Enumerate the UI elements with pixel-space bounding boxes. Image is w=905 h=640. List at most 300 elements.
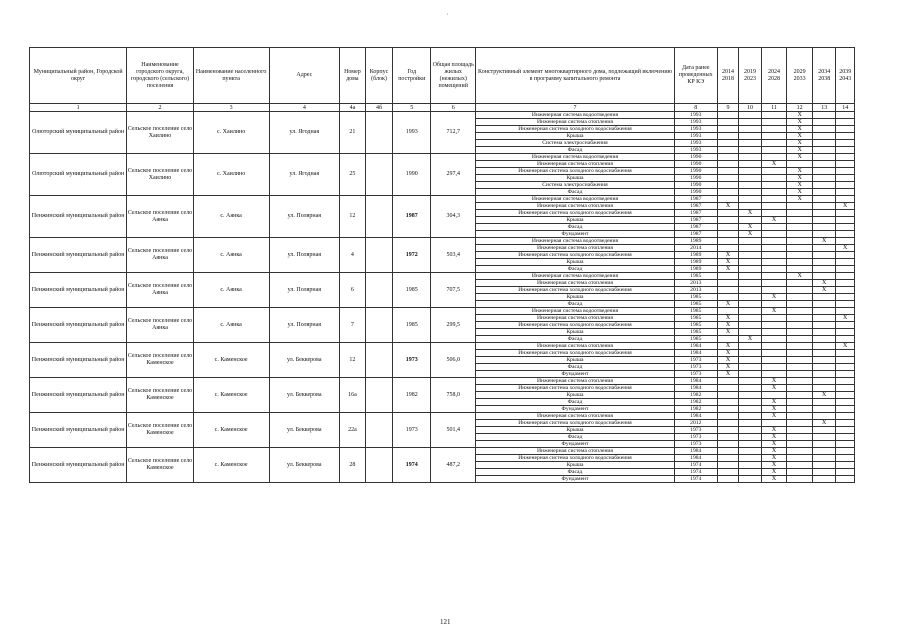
- element-cell: Крыша: [476, 462, 675, 469]
- period-mark-cell: [787, 364, 813, 371]
- settlement-cell: Сельское поселение село Аянка: [127, 196, 194, 238]
- house-number-cell: 21: [340, 112, 366, 154]
- period-mark-cell: [836, 350, 855, 357]
- period-mark-cell: [787, 441, 813, 448]
- period-mark-cell: [761, 203, 787, 210]
- period-mark-cell: X: [787, 126, 813, 133]
- period-mark-cell: [717, 413, 738, 420]
- col-number: 14: [836, 104, 855, 112]
- period-mark-cell: [836, 119, 855, 126]
- period-mark-cell: [836, 308, 855, 315]
- period-mark-cell: [812, 266, 836, 273]
- period-mark-cell: X: [787, 119, 813, 126]
- period-mark-cell: [812, 413, 836, 420]
- period-mark-cell: [812, 455, 836, 462]
- prev-repair-date-cell: 1985: [674, 322, 717, 329]
- period-mark-cell: [739, 238, 762, 245]
- block-cell: [365, 154, 393, 196]
- element-cell: Инженерная система отопления: [476, 378, 675, 385]
- prev-repair-date-cell: 1989: [674, 259, 717, 266]
- period-mark-cell: [836, 322, 855, 329]
- col-number: 13: [812, 104, 836, 112]
- period-mark-cell: [739, 455, 762, 462]
- area-cell: 501,4: [431, 413, 476, 448]
- period-mark-cell: X: [787, 273, 813, 280]
- period-mark-cell: [739, 364, 762, 371]
- period-mark-cell: [717, 385, 738, 392]
- col-number: 1: [30, 104, 127, 112]
- element-cell: Фундамент: [476, 406, 675, 413]
- period-mark-cell: [761, 315, 787, 322]
- period-mark-cell: [761, 133, 787, 140]
- element-cell: Фасад: [476, 224, 675, 231]
- period-mark-cell: [739, 266, 762, 273]
- period-mark-cell: X: [787, 175, 813, 182]
- period-mark-cell: [717, 336, 738, 343]
- col-period-2034: 2034 2038: [812, 48, 836, 104]
- locality-cell: с. Каменское: [193, 378, 269, 413]
- block-cell: [365, 112, 393, 154]
- period-mark-cell: X: [761, 413, 787, 420]
- col-number: 4: [269, 104, 340, 112]
- district-cell: Пенжинский муниципальный район: [30, 238, 127, 273]
- period-mark-cell: [812, 196, 836, 203]
- element-cell: Крыша: [476, 175, 675, 182]
- district-cell: Пенжинский муниципальный район: [30, 448, 127, 483]
- period-mark-cell: X: [836, 315, 855, 322]
- period-mark-cell: [739, 343, 762, 350]
- period-mark-cell: X: [717, 343, 738, 350]
- settlement-cell: Сельское поселение село Аянка: [127, 238, 194, 273]
- element-cell: Крыша: [476, 133, 675, 140]
- element-cell: Инженерная система холодного водоснабжения: [476, 287, 675, 294]
- period-mark-cell: [761, 329, 787, 336]
- prev-repair-date-cell: 1984: [674, 448, 717, 455]
- period-mark-cell: [836, 161, 855, 168]
- period-mark-cell: [739, 182, 762, 189]
- element-cell: Фасад: [476, 301, 675, 308]
- block-cell: [365, 238, 393, 273]
- prev-repair-date-cell: 1989: [674, 266, 717, 273]
- house-number-cell: 28: [340, 448, 366, 483]
- period-mark-cell: X: [787, 196, 813, 203]
- element-cell: Инженерная система отопления: [476, 203, 675, 210]
- period-mark-cell: [717, 441, 738, 448]
- period-mark-cell: [739, 448, 762, 455]
- period-mark-cell: [739, 434, 762, 441]
- element-cell: Инженерная система холодного водоснабжения: [476, 322, 675, 329]
- col-period-2029: 2029 2033: [787, 48, 813, 104]
- period-mark-cell: [761, 140, 787, 147]
- period-mark-cell: [812, 189, 836, 196]
- period-mark-cell: [836, 287, 855, 294]
- settlement-cell: Сельское поселение село Аянка: [127, 273, 194, 308]
- period-mark-cell: X: [812, 238, 836, 245]
- period-mark-cell: X: [787, 147, 813, 154]
- prev-repair-date-cell: 1985: [674, 329, 717, 336]
- period-mark-cell: [787, 455, 813, 462]
- prev-repair-date-cell: 1987: [674, 217, 717, 224]
- locality-cell: с. Каменское: [193, 448, 269, 483]
- period-mark-cell: [761, 280, 787, 287]
- period-mark-cell: [761, 364, 787, 371]
- col-period-2019: 2019 2023: [739, 48, 762, 104]
- period-mark-cell: [787, 245, 813, 252]
- period-mark-cell: [836, 273, 855, 280]
- period-mark-cell: [836, 357, 855, 364]
- period-mark-cell: [761, 350, 787, 357]
- period-mark-cell: X: [761, 462, 787, 469]
- block-cell: [365, 448, 393, 483]
- prev-repair-date-cell: 1990: [674, 182, 717, 189]
- street-cell: ул. Полярная: [269, 308, 340, 343]
- period-mark-cell: [739, 301, 762, 308]
- period-mark-cell: X: [836, 343, 855, 350]
- period-mark-cell: [717, 126, 738, 133]
- period-mark-cell: [812, 147, 836, 154]
- area-cell: 304,3: [431, 196, 476, 238]
- prev-repair-date-cell: 1984: [674, 350, 717, 357]
- period-mark-cell: [717, 196, 738, 203]
- period-mark-cell: [739, 147, 762, 154]
- period-mark-cell: [717, 427, 738, 434]
- col-number: 4б: [365, 104, 393, 112]
- header-row: [30, 48, 855, 104]
- col-number: 9: [717, 104, 738, 112]
- prev-repair-date-cell: 1990: [674, 189, 717, 196]
- table-row: [30, 308, 855, 315]
- prev-repair-date-cell: 1985: [674, 294, 717, 301]
- period-mark-cell: [787, 350, 813, 357]
- period-mark-cell: X: [717, 350, 738, 357]
- element-cell: Инженерная система отопления: [476, 448, 675, 455]
- period-mark-cell: [836, 434, 855, 441]
- period-mark-cell: X: [836, 245, 855, 252]
- period-mark-cell: X: [761, 217, 787, 224]
- period-mark-cell: [787, 280, 813, 287]
- period-mark-cell: [761, 119, 787, 126]
- period-mark-cell: [787, 476, 813, 483]
- period-mark-cell: [761, 147, 787, 154]
- period-mark-cell: X: [717, 371, 738, 378]
- period-mark-cell: [761, 112, 787, 119]
- period-mark-cell: X: [739, 224, 762, 231]
- period-mark-cell: [739, 133, 762, 140]
- period-mark-cell: [836, 259, 855, 266]
- page-number: 121: [440, 618, 451, 626]
- period-mark-cell: [836, 455, 855, 462]
- district-cell: Пенжинский муниципальный район: [30, 196, 127, 238]
- period-mark-cell: [812, 371, 836, 378]
- period-mark-cell: X: [717, 357, 738, 364]
- period-mark-cell: [761, 336, 787, 343]
- col-number: 12: [787, 104, 813, 112]
- period-mark-cell: [787, 378, 813, 385]
- period-mark-cell: X: [787, 182, 813, 189]
- period-mark-cell: [739, 420, 762, 427]
- prev-repair-date-cell: 1987: [674, 224, 717, 231]
- repair-program-table: [29, 47, 855, 483]
- period-mark-cell: [717, 448, 738, 455]
- period-mark-cell: [787, 469, 813, 476]
- element-cell: Фасад: [476, 434, 675, 441]
- element-cell: Фасад: [476, 469, 675, 476]
- prev-repair-date-cell: 2013: [674, 280, 717, 287]
- element-cell: Инженерная система водоотведения: [476, 238, 675, 245]
- element-cell: Инженерная система холодного водоснабжения: [476, 168, 675, 175]
- period-mark-cell: [761, 301, 787, 308]
- period-mark-cell: [836, 154, 855, 161]
- period-mark-cell: [787, 294, 813, 301]
- period-mark-cell: X: [787, 168, 813, 175]
- period-mark-cell: [812, 224, 836, 231]
- prev-repair-date-cell: 1987: [674, 203, 717, 210]
- period-mark-cell: [739, 308, 762, 315]
- street-cell: ул. Ягодная: [269, 112, 340, 154]
- period-mark-cell: X: [761, 294, 787, 301]
- locality-cell: с. Каменское: [193, 413, 269, 448]
- locality-cell: с. Аянка: [193, 238, 269, 273]
- col-period-2024: 2024 2028: [761, 48, 787, 104]
- period-mark-cell: X: [761, 427, 787, 434]
- street-cell: ул. Полярная: [269, 196, 340, 238]
- prev-repair-date-cell: 1985: [674, 308, 717, 315]
- period-mark-cell: [717, 294, 738, 301]
- period-mark-cell: [787, 357, 813, 364]
- period-mark-cell: [739, 406, 762, 413]
- period-mark-cell: [836, 231, 855, 238]
- col-number: 8: [674, 104, 717, 112]
- period-mark-cell: [739, 357, 762, 364]
- period-mark-cell: [761, 231, 787, 238]
- period-mark-cell: [761, 357, 787, 364]
- period-mark-cell: [836, 294, 855, 301]
- period-mark-cell: X: [761, 378, 787, 385]
- period-mark-cell: [739, 476, 762, 483]
- house-number-cell: 22а: [340, 413, 366, 448]
- element-cell: Инженерная система отопления: [476, 280, 675, 287]
- period-mark-cell: X: [787, 140, 813, 147]
- period-mark-cell: [717, 238, 738, 245]
- period-mark-cell: [717, 462, 738, 469]
- period-mark-cell: [836, 224, 855, 231]
- period-mark-cell: [717, 224, 738, 231]
- table-row: [30, 448, 855, 455]
- period-mark-cell: [812, 161, 836, 168]
- element-cell: Инженерная система отопления: [476, 119, 675, 126]
- house-number-cell: 25: [340, 154, 366, 196]
- period-mark-cell: [836, 329, 855, 336]
- build-year-cell: 1985: [393, 308, 431, 343]
- period-mark-cell: [739, 462, 762, 469]
- area-cell: 503,4: [431, 238, 476, 273]
- element-cell: Крыша: [476, 329, 675, 336]
- period-mark-cell: [739, 154, 762, 161]
- col-locality: Наименование населенного пункта: [193, 48, 269, 104]
- table-row: [30, 273, 855, 280]
- period-mark-cell: [717, 161, 738, 168]
- period-mark-cell: [717, 420, 738, 427]
- period-mark-cell: [717, 119, 738, 126]
- house-number-cell: 12: [340, 343, 366, 378]
- element-cell: Крыша: [476, 392, 675, 399]
- period-mark-cell: [761, 154, 787, 161]
- period-mark-cell: [812, 350, 836, 357]
- house-number-cell: 7: [340, 308, 366, 343]
- period-mark-cell: [836, 336, 855, 343]
- period-mark-cell: X: [717, 252, 738, 259]
- period-mark-cell: [836, 147, 855, 154]
- period-mark-cell: [836, 441, 855, 448]
- period-mark-cell: [812, 259, 836, 266]
- period-mark-cell: [717, 287, 738, 294]
- period-mark-cell: [787, 427, 813, 434]
- period-mark-cell: [739, 399, 762, 406]
- block-cell: [365, 308, 393, 343]
- period-mark-cell: X: [717, 203, 738, 210]
- period-mark-cell: X: [761, 476, 787, 483]
- settlement-cell: Сельское поселение село Хаилино: [127, 112, 194, 154]
- period-mark-cell: [717, 217, 738, 224]
- element-cell: Фундамент: [476, 441, 675, 448]
- prev-repair-date-cell: 1984: [674, 378, 717, 385]
- period-mark-cell: X: [717, 329, 738, 336]
- period-mark-cell: [836, 378, 855, 385]
- element-cell: Крыша: [476, 427, 675, 434]
- period-mark-cell: X: [812, 392, 836, 399]
- period-mark-cell: [739, 280, 762, 287]
- element-cell: Инженерная система отопления: [476, 315, 675, 322]
- prev-repair-date-cell: 1985: [674, 336, 717, 343]
- element-cell: Фундамент: [476, 476, 675, 483]
- area-cell: 506,0: [431, 343, 476, 378]
- period-mark-cell: [739, 385, 762, 392]
- period-mark-cell: [812, 378, 836, 385]
- district-cell: Пенжинский муниципальный район: [30, 378, 127, 413]
- prev-repair-date-cell: 1973: [674, 371, 717, 378]
- element-cell: Фундамент: [476, 231, 675, 238]
- element-cell: Инженерная система водоотведения: [476, 112, 675, 119]
- period-mark-cell: [836, 140, 855, 147]
- period-mark-cell: [761, 322, 787, 329]
- col-element: Конструктивный элемент многоквартирного дома, подлежащий включению в программу капитального ремонта: [476, 48, 675, 104]
- element-cell: Крыша: [476, 294, 675, 301]
- period-mark-cell: [836, 399, 855, 406]
- col-block: Корпус (блок): [365, 48, 393, 104]
- period-mark-cell: [787, 336, 813, 343]
- prev-repair-date-cell: 1993: [674, 140, 717, 147]
- element-cell: Крыша: [476, 357, 675, 364]
- period-mark-cell: X: [812, 280, 836, 287]
- prev-repair-date-cell: 1989: [674, 238, 717, 245]
- period-mark-cell: [787, 434, 813, 441]
- col-address: Адрес: [269, 48, 340, 104]
- street-cell: ул. Беккерова: [269, 378, 340, 413]
- period-mark-cell: [787, 399, 813, 406]
- prev-repair-date-cell: 1985: [674, 301, 717, 308]
- table-body: [30, 112, 855, 483]
- prev-repair-date-cell: 1987: [674, 210, 717, 217]
- period-mark-cell: [761, 196, 787, 203]
- build-year-cell: 1982: [393, 378, 431, 413]
- period-mark-cell: [812, 133, 836, 140]
- period-mark-cell: [836, 392, 855, 399]
- prev-repair-date-cell: 1989: [674, 252, 717, 259]
- period-mark-cell: [739, 189, 762, 196]
- period-mark-cell: [812, 308, 836, 315]
- prev-repair-date-cell: 1985: [674, 273, 717, 280]
- period-mark-cell: [812, 427, 836, 434]
- period-mark-cell: [836, 217, 855, 224]
- period-mark-cell: [812, 252, 836, 259]
- period-mark-cell: [739, 322, 762, 329]
- prev-repair-date-cell: 1984: [674, 413, 717, 420]
- period-mark-cell: [836, 238, 855, 245]
- prev-repair-date-cell: 1984: [674, 455, 717, 462]
- col-period-2039: 2039 2043: [836, 48, 855, 104]
- period-mark-cell: [717, 245, 738, 252]
- period-mark-cell: [761, 420, 787, 427]
- period-mark-cell: [812, 112, 836, 119]
- table-row: [30, 343, 855, 350]
- build-year-cell: 1972: [393, 238, 431, 273]
- prev-repair-date-cell: 1982: [674, 392, 717, 399]
- period-mark-cell: [739, 392, 762, 399]
- period-mark-cell: X: [787, 112, 813, 119]
- period-mark-cell: [812, 231, 836, 238]
- street-cell: ул. Беккерова: [269, 343, 340, 378]
- period-mark-cell: [739, 175, 762, 182]
- period-mark-cell: X: [787, 189, 813, 196]
- period-mark-cell: [812, 315, 836, 322]
- street-cell: ул. Ягодная: [269, 154, 340, 196]
- period-mark-cell: [812, 469, 836, 476]
- district-cell: Олюторский муниципальный район: [30, 154, 127, 196]
- period-mark-cell: [717, 469, 738, 476]
- period-mark-cell: [787, 385, 813, 392]
- period-mark-cell: [739, 287, 762, 294]
- col-house-number: Номер дома: [340, 48, 366, 104]
- period-mark-cell: [812, 168, 836, 175]
- prev-repair-date-cell: 1973: [674, 441, 717, 448]
- period-mark-cell: [812, 154, 836, 161]
- period-mark-cell: [717, 308, 738, 315]
- period-mark-cell: [836, 371, 855, 378]
- period-mark-cell: [812, 119, 836, 126]
- period-mark-cell: [812, 322, 836, 329]
- prev-repair-date-cell: 1973: [674, 434, 717, 441]
- period-mark-cell: [761, 273, 787, 280]
- period-mark-cell: [812, 434, 836, 441]
- period-mark-cell: [739, 315, 762, 322]
- col-settlement: Наименование городского округа, городского (сельского) поселения: [127, 48, 194, 104]
- element-cell: Фасад: [476, 266, 675, 273]
- period-mark-cell: [739, 245, 762, 252]
- col-number: 6: [431, 104, 476, 112]
- period-mark-cell: [761, 189, 787, 196]
- period-mark-cell: [717, 133, 738, 140]
- district-cell: Пенжинский муниципальный район: [30, 413, 127, 448]
- build-year-cell: 1985: [393, 273, 431, 308]
- period-mark-cell: [717, 378, 738, 385]
- locality-cell: с. Аянка: [193, 308, 269, 343]
- period-mark-cell: [739, 350, 762, 357]
- col-number: 7: [476, 104, 675, 112]
- period-mark-cell: [812, 140, 836, 147]
- period-mark-cell: [787, 448, 813, 455]
- period-mark-cell: [761, 126, 787, 133]
- street-cell: ул. Беккерова: [269, 413, 340, 448]
